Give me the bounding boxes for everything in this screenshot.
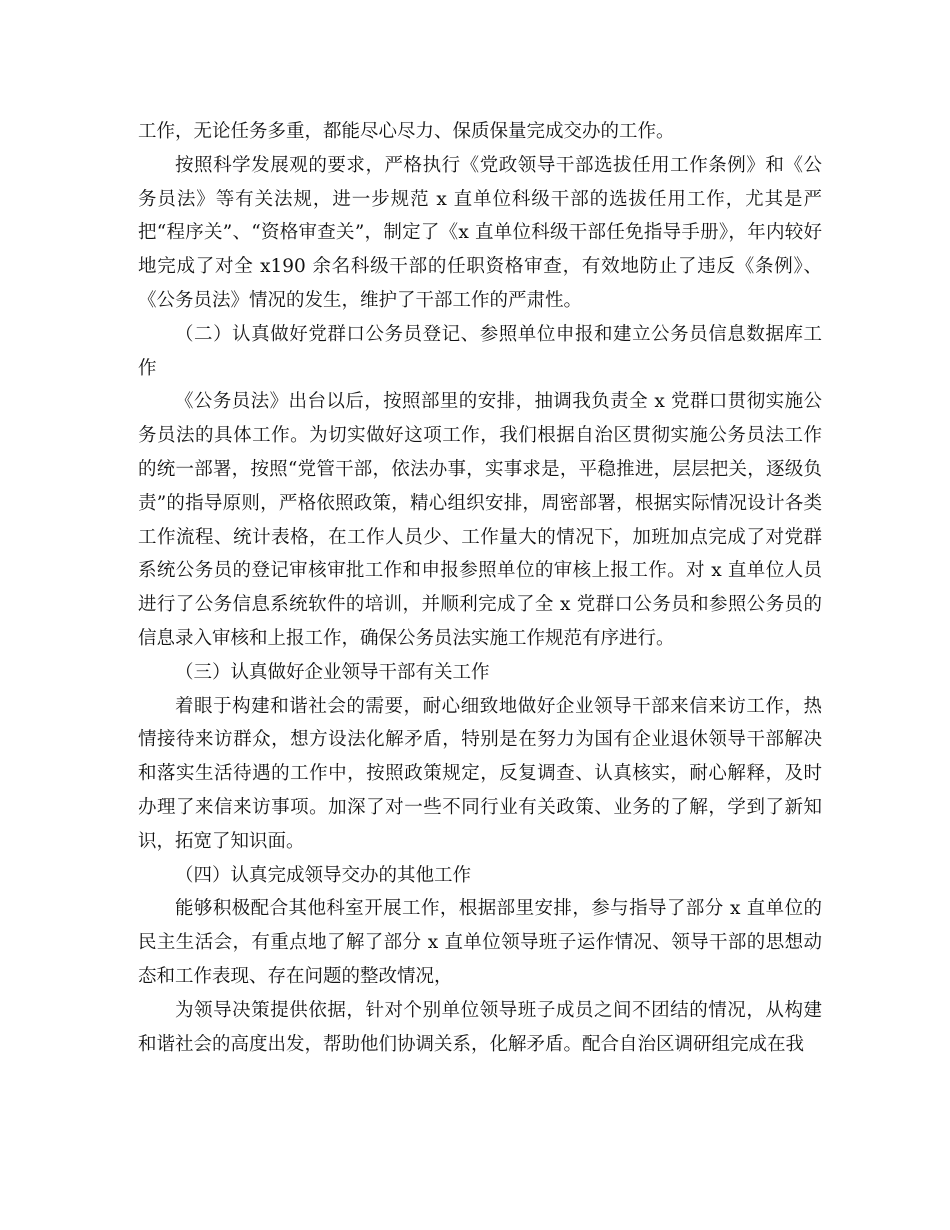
paragraph: 按照科学发展观的要求，严格执行《党政领导干部选拔任用工作条例》和《公务员法》等有关法规，进一步规范 x 直单位科级干部的选拔任用工作，尤其是严把“程序关”、“资格审查关”，制定了《x 直单位科级干部任免指导手册》，年内较好地完成了对全 x190 余名科级干部的任职资格审查，有效地防止了违反《条例》、《公务员法》情况的发生，维护了干部工作的严肃性。 <box>138 154 822 311</box>
section-heading: （三）认真做好企业领导干部有关工作 <box>175 661 490 683</box>
paragraph: 能够积极配合其他科室开展工作，根据部里安排，参与指导了部分 x 直单位的民主生活会，有重点地了解了部分 x 直单位领导班子运作情况、领导干部的思想动态和工作表现、存在问题的整改情况， <box>138 898 822 987</box>
paragraph: 为领导决策提供依据，针对个别单位领导班子成员之间不团结的情况，从构建和谐社会的高度出发，帮助他们协调关系，化解矛盾。配合自治区调研组完成在我 <box>138 999 822 1055</box>
paragraph: 着眼于构建和谐社会的需要，耐心细致地做好企业领导干部来信来访工作，热情接待来访群众，想方设法化解矛盾，特别是在努力为国有企业退休领导干部解决和落实生活待遇的工作中，按照政策规定，反复调查、认真核实，耐心解释，及时办理了来信来访事项。加深了对一些不同行业有关政策、业务的了解，学到了新知识，拓宽了知识面。 <box>138 695 822 852</box>
section-heading: （二）认真做好党群口公务员登记、参照单位申报和建立公务员信息数据库工作 <box>138 323 822 379</box>
section-heading: （四）认真完成领导交办的其他工作 <box>175 864 472 886</box>
paragraph: 《公务员法》出台以后，按照部里的安排，抽调我负责全 x 党群口贯彻实施公务员法的具体工作。为切实做好这项工作，我们根据自治区贯彻实施公务员法工作的统一部署，按照“党管干部，依法办事，实事求是，平稳推进，层层把关，逐级负责”的指导原则，严格依照政策，精心组织安排，周密部署，根据实际情况设计各类工作流程、统计表格，在工作人员少、工作量大的情况下，加班加点完成了对党群系统公务员的登记审核审批工作和申报参照单位的审核上报工作。对 x 直单位人员进行了公务信息系统软件的培训，并顺利完成了全 x 党群口公务员和参照公务员的信息录入审核和上报工作，确保公务员法实施工作规范有序进行。 <box>138 391 822 649</box>
paragraph: 工作，无论任务多重，都能尽心尽力、保质保量完成交办的工作。 <box>138 121 675 142</box>
document-body <box>138 115 822 1061</box>
